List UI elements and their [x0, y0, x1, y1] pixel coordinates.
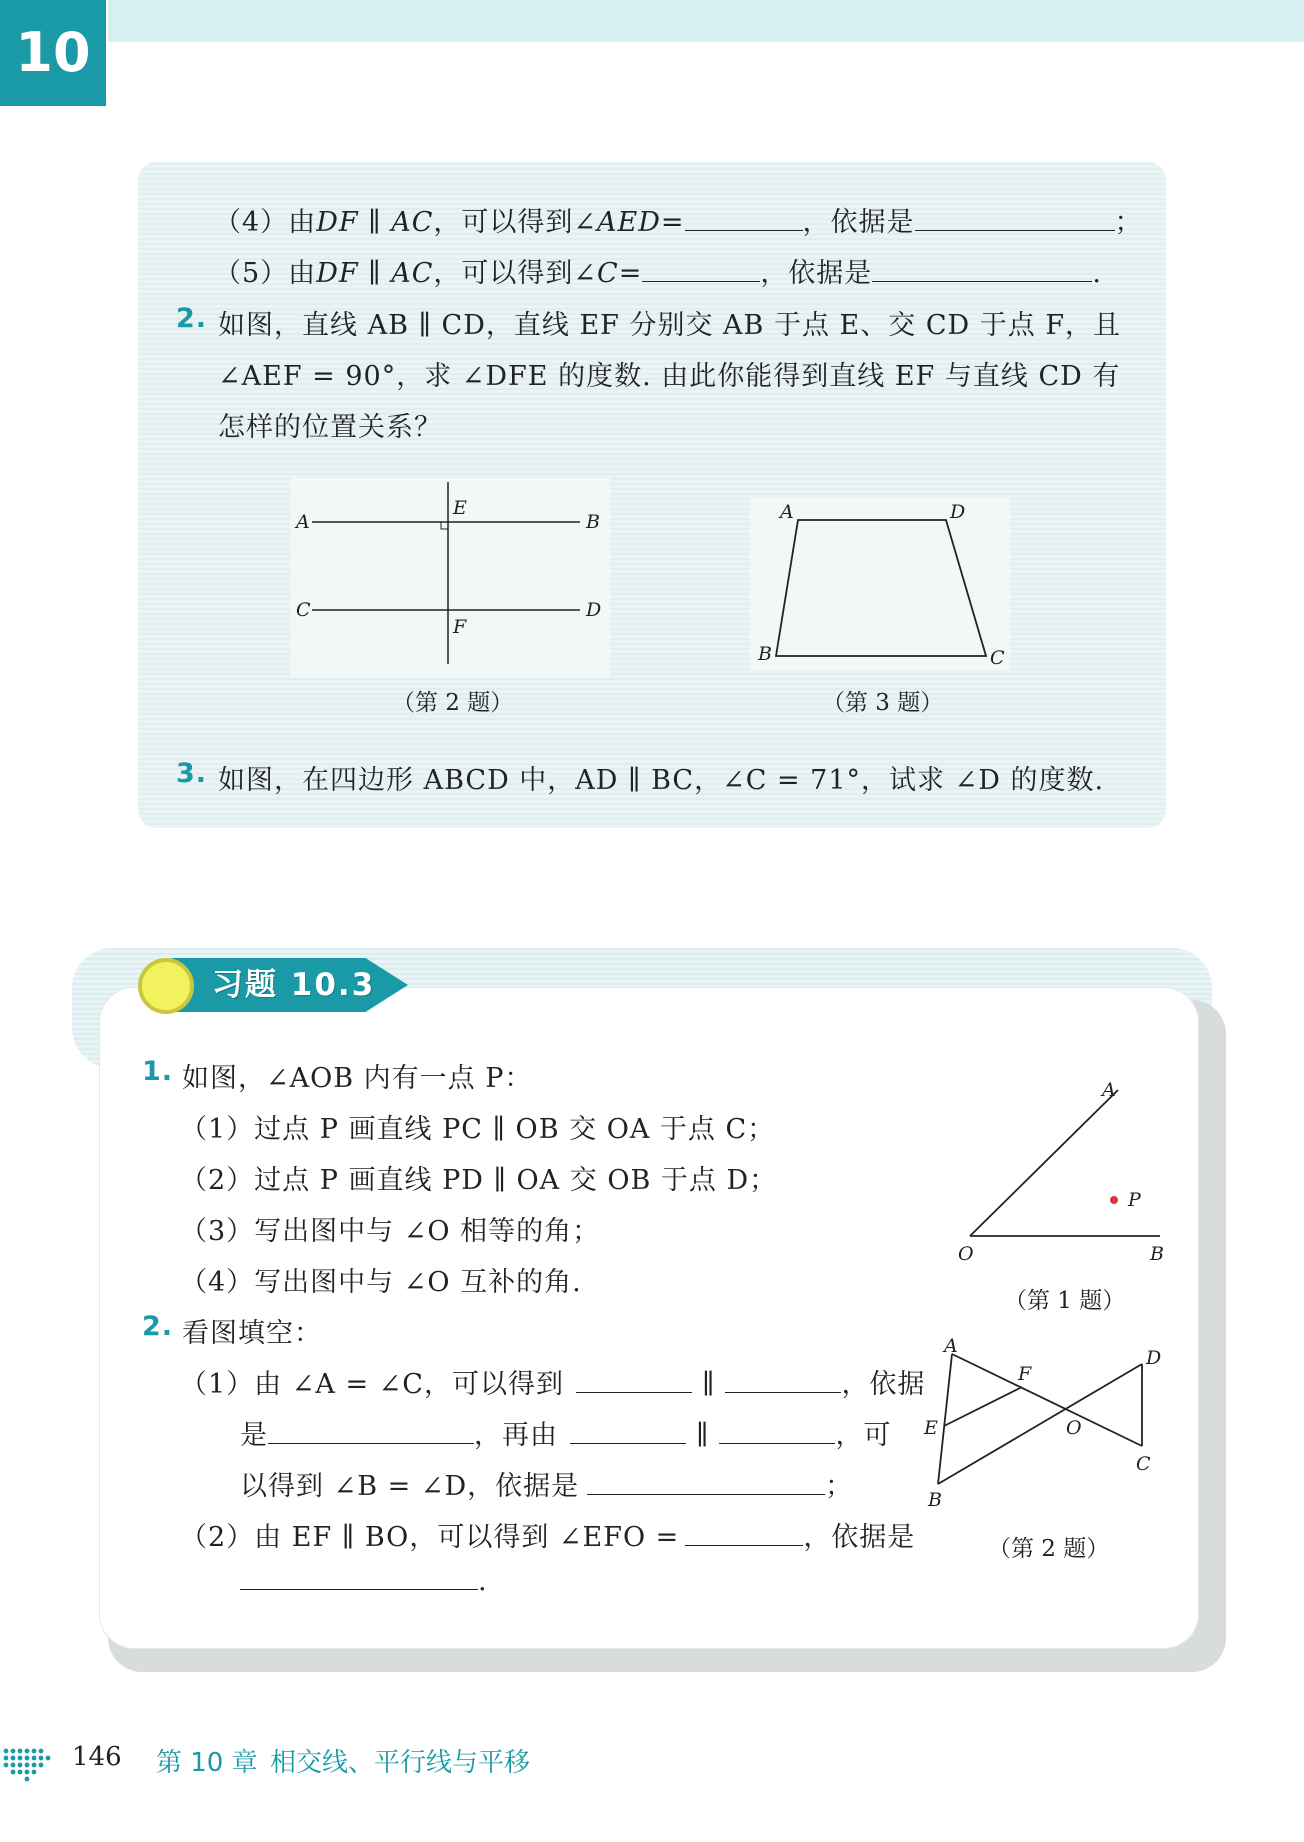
- figure-trapezoid: [750, 498, 1010, 670]
- page-number: 146: [72, 1742, 122, 1772]
- label-b: B: [758, 643, 772, 665]
- answer-blank[interactable]: [685, 208, 803, 231]
- segment-ef: [944, 1387, 1022, 1426]
- answer-blank[interactable]: [915, 208, 1115, 231]
- figure-angle-aob: [950, 1074, 1176, 1270]
- label-p: P: [1128, 1189, 1141, 1211]
- ray-oa: [970, 1090, 1118, 1236]
- label-c: C: [1136, 1453, 1151, 1475]
- exercise-question-1-part-2: （2）过点 P 画直线 PD ∥ OA 交 OB 于点 D；: [180, 1165, 778, 1196]
- exercise-question-2-part-2-line-1: （2）由 EF ∥ BO，可以得到 ∠EFO = ，依据是: [180, 1522, 916, 1553]
- question-2-line-2: ∠AEF = 90°，求 ∠DFE 的度数. 由此你能得到直线 EF 与直线 CD 有: [218, 361, 1121, 392]
- exercise-question-1-part-3: （3）写出图中与 ∠O 相等的角；: [180, 1216, 601, 1247]
- exercise-question-2-part-1-line-2: 是 ，再由 ∥ ，可: [240, 1420, 892, 1451]
- label-c: C: [296, 599, 311, 621]
- question-1-part-4: （4）由DF ∥ AC，可以得到∠AED= ，依据是 ；: [214, 207, 1143, 238]
- label-c: C: [990, 647, 1005, 669]
- answer-blank[interactable]: [719, 1421, 835, 1444]
- answer-blank[interactable]: [725, 1370, 841, 1393]
- footer-chapter-label: 第 10 章: [156, 1748, 258, 1778]
- exercise-question-2-part-1-line-3: 以得到 ∠B = ∠D，依据是 ；: [240, 1471, 854, 1502]
- question-3-number: 3.: [176, 758, 208, 789]
- label-b: B: [586, 511, 600, 533]
- label-d: D: [1146, 1347, 1162, 1369]
- answer-blank[interactable]: [240, 1567, 478, 1590]
- exercise-question-2-number: 2.: [142, 1311, 174, 1342]
- exercise-question-2-intro: 看图填空：: [182, 1318, 322, 1349]
- label-o: O: [1066, 1417, 1082, 1439]
- header-band: [108, 0, 1304, 42]
- answer-blank[interactable]: [685, 1523, 803, 1546]
- figure-parallel-lines: [290, 478, 610, 678]
- question-2-number: 2.: [176, 303, 208, 334]
- segment-ac: [952, 1354, 1142, 1446]
- label-a: A: [780, 501, 794, 523]
- answer-blank[interactable]: [576, 1370, 692, 1393]
- answer-blank[interactable]: [268, 1421, 474, 1444]
- segment-ab: [938, 1354, 952, 1484]
- figure-caption: （第 2 题）: [988, 1536, 1110, 1562]
- point-p: [1110, 1196, 1118, 1204]
- answer-blank[interactable]: [642, 259, 760, 282]
- segment-bd: [938, 1364, 1142, 1484]
- figure-caption: （第 3 题）: [822, 690, 944, 716]
- label-a: A: [944, 1335, 958, 1357]
- figure-background: [750, 498, 1010, 670]
- label-d: D: [586, 599, 602, 621]
- exercise-question-1-part-4: （4）写出图中与 ∠O 互补的角.: [180, 1267, 582, 1298]
- exercise-title: 习题 10.3: [212, 967, 376, 1003]
- exercise-question-1-part-1: （1）过点 P 画直线 PC ∥ OB 交 OA 于点 C；: [180, 1114, 776, 1145]
- label-a: A: [1102, 1079, 1116, 1101]
- answer-blank[interactable]: [587, 1472, 825, 1495]
- label-b: B: [1150, 1243, 1164, 1265]
- dots-decoration-icon: [2, 1743, 54, 1783]
- exercise-question-1-number: 1.: [142, 1056, 174, 1087]
- label-d: D: [950, 501, 966, 523]
- label-b: B: [928, 1489, 942, 1511]
- chapter-number-badge: 10: [0, 0, 106, 106]
- question-2-line-1: 如图，直线 AB ∥ CD，直线 EF 分别交 AB 于点 E、交 CD 于点 F，且: [218, 310, 1122, 341]
- answer-blank[interactable]: [872, 259, 1092, 282]
- label-o: O: [958, 1243, 974, 1265]
- figure-bowtie: [914, 1334, 1170, 1514]
- label-f: F: [1018, 1363, 1032, 1385]
- figure-caption: （第 2 题）: [392, 690, 514, 716]
- arrow-circle-icon: [138, 958, 194, 1014]
- exercise-question-1-intro: 如图，∠AOB 内有一点 P：: [182, 1063, 533, 1094]
- label-e: E: [453, 497, 467, 519]
- label-e: E: [924, 1417, 938, 1439]
- figure-caption: （第 1 题）: [1004, 1288, 1126, 1314]
- question-2-line-3: 怎样的位置关系？: [218, 412, 442, 443]
- label-a: A: [296, 511, 310, 533]
- label-f: F: [453, 616, 467, 638]
- exercise-question-2-part-1-line-1: （1）由 ∠A = ∠C，可以得到 ∥ ，依据: [180, 1369, 926, 1400]
- question-1-part-5: （5）由DF ∥ AC，可以得到∠C= ，依据是 .: [214, 258, 1102, 289]
- exercise-question-2-part-2-line-2: .: [240, 1566, 488, 1597]
- figure-background: [290, 478, 610, 678]
- footer-chapter-title: 相交线、平行线与平移: [270, 1748, 531, 1778]
- question-3-text: 如图，在四边形 ABCD 中，AD ∥ BC，∠C = 71°，试求 ∠D 的度数.: [218, 765, 1105, 796]
- answer-blank[interactable]: [570, 1421, 686, 1444]
